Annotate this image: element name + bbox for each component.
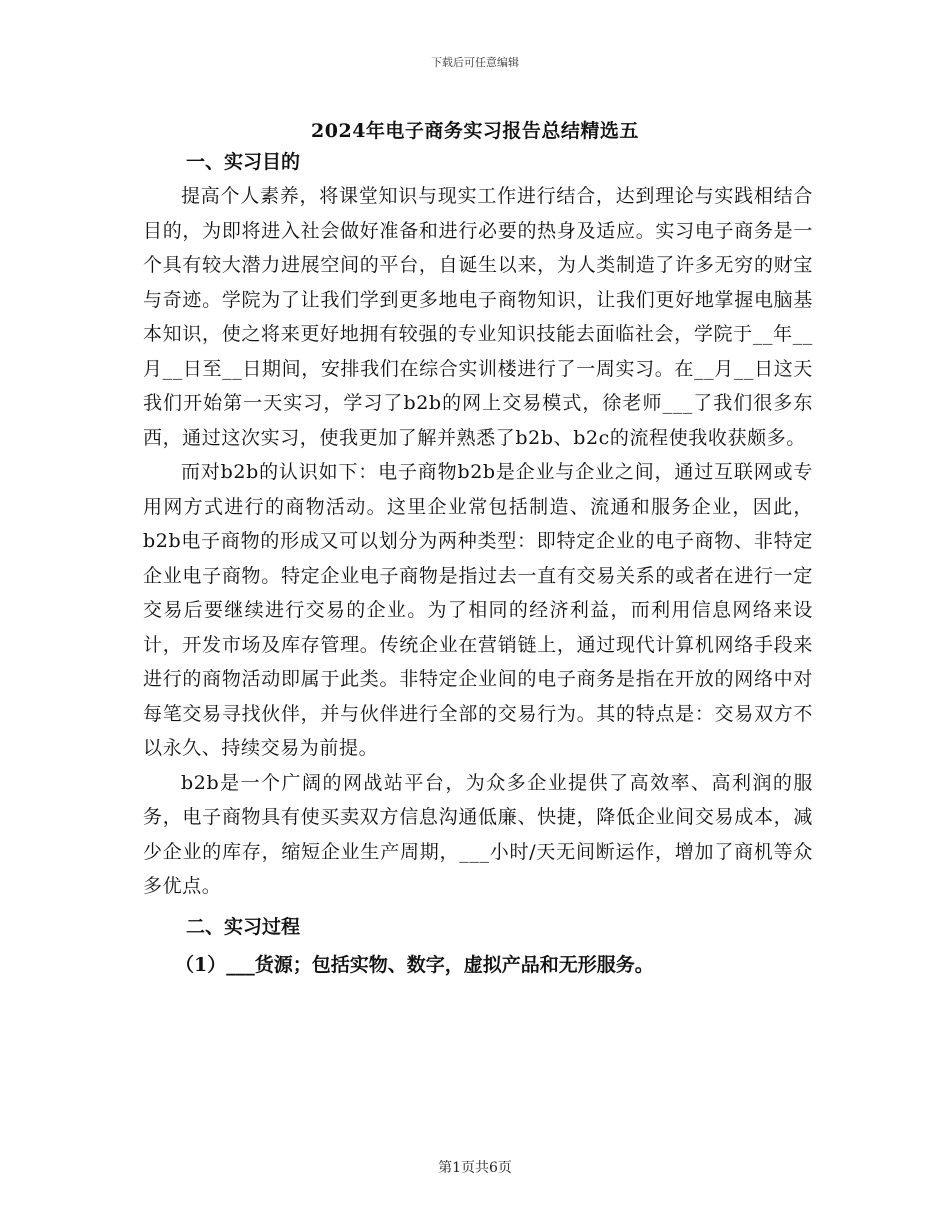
paragraph-b2b-understanding: 而对b2b的认识如下：电子商物b2b是企业与企业之间，通过互联网或专用网方式进行的商物活动。这里企业常包括制造、流通和服务企业，因此，b2b电子商物的形成又可以划分为两种类型：即特定企业的电子商物、非特定企业电子商物。特定企业电子商物是指过去一直有交易关系的或者在进行一定交易后要继续进行交易的企业。为了相同的经济利益，而利用信息网络来设计，开发市场及库存管理。传统企业在营销链上，通过现代计算机网络手段来进行的商物活动即属于此类。非特定企业间的电子商务是指在开放的网络中对每笔交易寻找伙伴，并与伙伴进行全部的交易行为。其的特点是：交易双方不以永久、持续交易为前提。 [143, 461, 813, 759]
paragraph-b2b-advantages: b2b是一个广阔的网战站平台，为众多企业提供了高效率、高利润的服务，电子商物具有使买卖双方信息沟通低廉、快捷，降低企业间交易成本，减少企业的库存，缩短企业生产周期，___小时/天无间断运作，增加了商机等众多优点。 [143, 771, 813, 897]
page-header-note: 下载后可任意编辑 [431, 56, 519, 69]
section-heading-purpose: 一、实习目的 [186, 151, 301, 173]
paragraph-purpose: 提高个人素养，将课堂知识与现实工作进行结合，达到理论与实践相结合目的，为即将进入社会做好准备和进行必要的热身及适应。实习电子商务是一个具有较大潜力进展空间的平台，自诞生以来，为人类制造了许多无穷的财宝与奇迹。学院为了让我们学到更多地电子商物知识，让我们更好地掌握电脑基本知识，使之将来更好地拥有较强的专业知识技能去面临社会，学院于__年__月__日至__日期间，安排我们在综合实训楼进行了一周实习。在__月__日这天我们开始第一天实习，学习了b2b的网上交易模式，徐老师___了我们很多东西，通过这次实习，使我更加了解并熟悉了b2b、b2c的流程使我收获颇多。 [143, 185, 813, 449]
document-body [143, 145, 813, 982]
subsection-goods-source: （1）___货源；包括实物、数字，虚拟产品和无形服务。 [175, 953, 654, 976]
document-title: 2024年电子商务实习报告总结精选五 [311, 120, 639, 142]
section-heading-process: 二、实习过程 [186, 915, 301, 938]
page-number: 第1页共6页 [438, 1160, 512, 1176]
